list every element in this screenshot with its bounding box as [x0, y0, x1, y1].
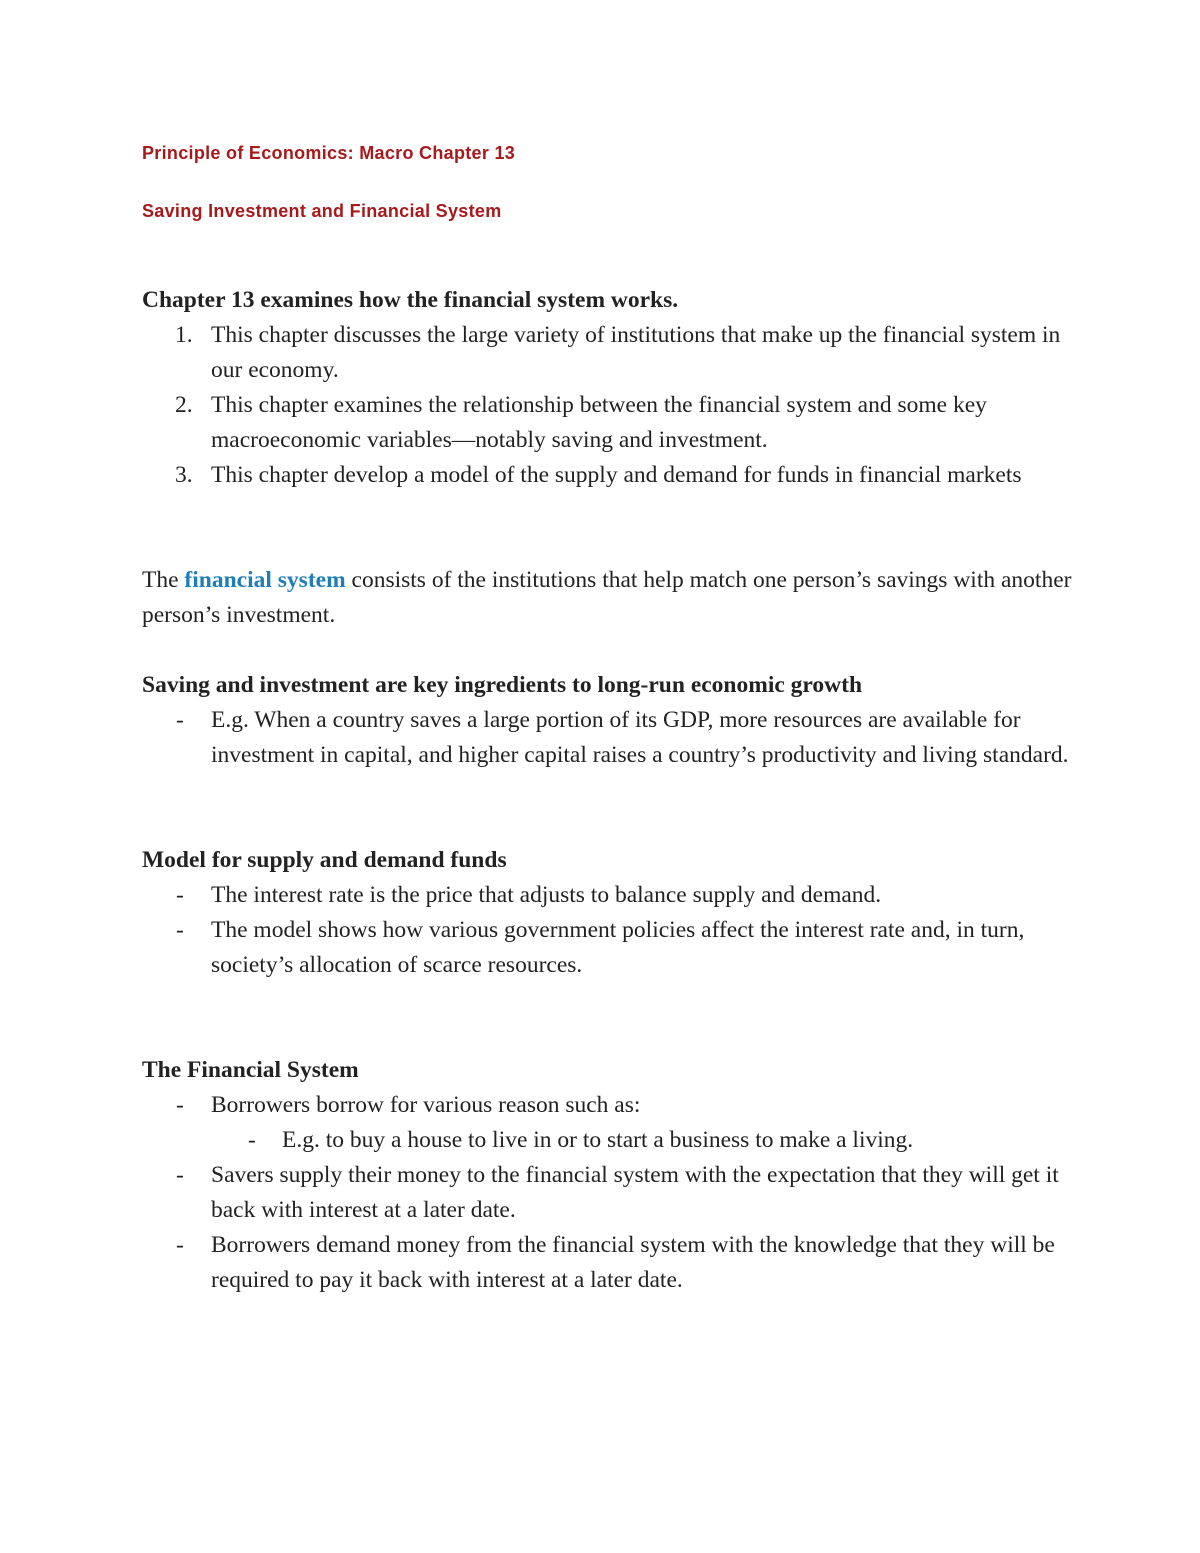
- document-title: Principle of Economics: Macro Chapter 13: [142, 143, 516, 163]
- list-number: 3.: [175, 462, 193, 488]
- list-dash: -: [176, 707, 184, 733]
- list-item: [142, 388, 1072, 458]
- list-item: [142, 878, 1072, 913]
- definition-body: consists of the institutions that help match one person’s savings with another person’s investment.: [142, 567, 1072, 628]
- document-subtitle: Saving Investment and Financial System: [142, 201, 502, 221]
- model-heading: Model for supply and demand funds: [142, 847, 507, 873]
- sub-list-item: [142, 1123, 1072, 1158]
- definition-lead: The: [142, 567, 185, 593]
- list-item-text: The model shows how various government policies affect the interest rate and, in turn, society’s allocation of scarce resources.: [211, 917, 1025, 978]
- list-item-text: Borrowers demand money from the financial system with the knowledge that they will be required to pay it back with interest at a later date.: [211, 1232, 1055, 1293]
- intro-heading: Chapter 13 examines how the financial system works.: [142, 287, 679, 313]
- list-item-text: Savers supply their money to the financial system with the expectation that they will get it back with interest at a later date.: [211, 1162, 1059, 1223]
- list-dash: -: [176, 1162, 184, 1188]
- list-item: [142, 703, 1072, 773]
- growth-heading: Saving and investment are key ingredients to long-run economic growth: [142, 672, 863, 698]
- list-dash: -: [176, 917, 184, 943]
- definition-term: financial system: [184, 567, 346, 593]
- list-item-text: This chapter discusses the large variety of institutions that make up the financial system in our economy.: [211, 322, 1061, 383]
- financial-system-heading: The Financial System: [142, 1057, 359, 1083]
- list-item-text: E.g. When a country saves a large portion of its GDP, more resources are available for investment in capital, and higher capital raises a country’s productivity and living standard.: [211, 707, 1069, 768]
- list-item: [142, 1088, 1072, 1123]
- definition-paragraph: [142, 563, 1072, 633]
- list-item: [142, 318, 1072, 388]
- list-item: [142, 1158, 1072, 1228]
- list-item-text: This chapter examines the relationship between the financial system and some key macroeconomic variables—notably saving and investment.: [211, 392, 987, 453]
- list-item-text: The interest rate is the price that adjusts to balance supply and demand.: [211, 882, 882, 908]
- sub-list-dash: -: [248, 1127, 256, 1153]
- list-dash: -: [176, 1092, 184, 1118]
- list-item: [142, 1228, 1072, 1298]
- list-item: [142, 913, 1072, 983]
- list-item-text: This chapter develop a model of the supply and demand for funds in financial markets: [211, 462, 1022, 488]
- list-item-text: Borrowers borrow for various reason such as:: [211, 1092, 641, 1118]
- list-number: 2.: [175, 392, 193, 418]
- growth-list: [142, 703, 1072, 773]
- list-dash: -: [176, 882, 184, 908]
- intro-numbered-list: [142, 318, 1072, 493]
- financial-system-list: [142, 1088, 1072, 1298]
- list-dash: -: [176, 1232, 184, 1258]
- sub-list-item-text: E.g. to buy a house to live in or to start a business to make a living.: [282, 1127, 914, 1153]
- list-number: 1.: [175, 322, 193, 348]
- model-list: [142, 878, 1072, 983]
- list-item: [142, 458, 1072, 493]
